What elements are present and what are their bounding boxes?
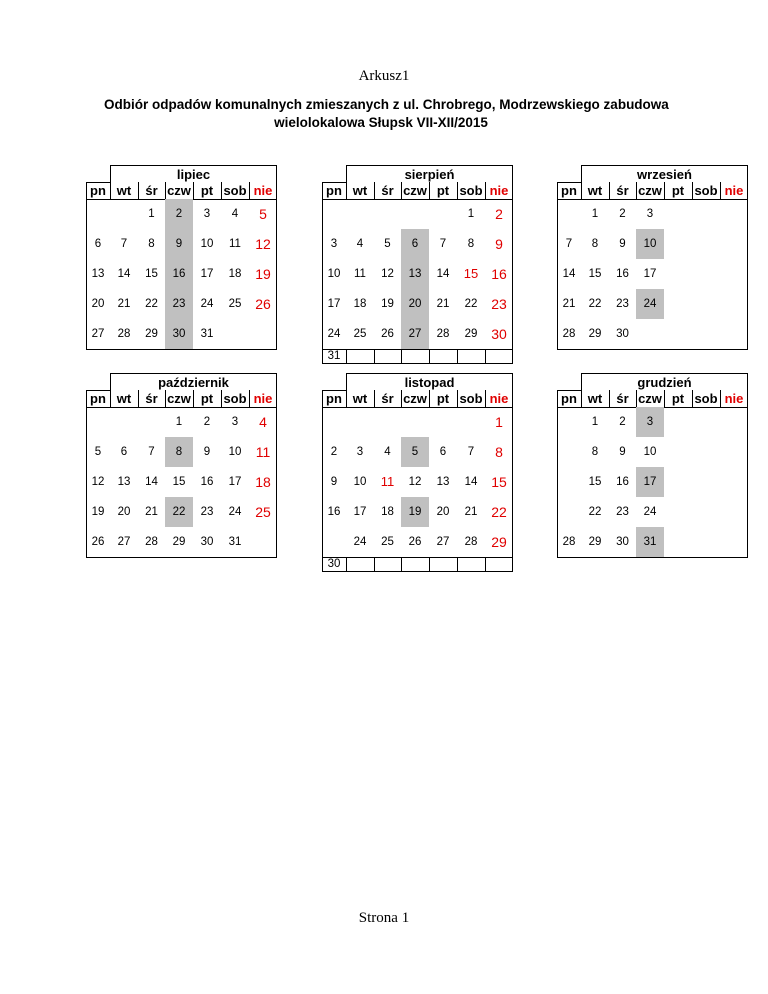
empty-cell (346, 557, 374, 571)
weekday-header: sob (223, 183, 247, 198)
day-cell: 8 (495, 444, 503, 460)
empty-cell (557, 407, 581, 437)
empty-cell (401, 349, 429, 363)
empty-cell (557, 437, 581, 467)
day-cell: 27 (436, 536, 450, 548)
empty-cell (720, 467, 748, 497)
day-cell: 1 (148, 208, 155, 220)
weekday-header: czw (403, 183, 427, 198)
empty-cell (636, 319, 664, 349)
collection-day-cell: 23 (165, 289, 193, 319)
day-cell: 23 (616, 298, 629, 310)
day-cell: 7 (439, 238, 447, 250)
day-cell: 7 (565, 238, 573, 250)
empty-cell (692, 289, 720, 319)
day-cell: 4 (384, 446, 391, 458)
empty-cell (720, 229, 748, 259)
day-cell: 18 (228, 268, 242, 280)
day-cell: 18 (381, 506, 394, 518)
empty-cell (374, 349, 401, 363)
day-cell: 9 (619, 446, 626, 458)
weekday-header: pt (671, 183, 685, 198)
day-cell: 17 (200, 268, 214, 280)
day-cell: 31 (327, 350, 341, 362)
weekday-header: czw (167, 183, 191, 198)
day-cell: 10 (200, 238, 214, 250)
weekday-header: sob (459, 183, 483, 198)
empty-cell (557, 497, 581, 527)
day-cell: 2 (619, 208, 626, 220)
day-cell: 2 (203, 416, 211, 428)
empty-cell (692, 319, 720, 349)
day-cell: 4 (356, 238, 364, 250)
day-cell: 14 (464, 476, 478, 488)
day-cell: 25 (228, 298, 242, 310)
day-cell: 7 (467, 446, 475, 458)
weekday-header: śr (616, 183, 629, 198)
empty-cell (346, 199, 374, 229)
title-line-1: Odbiór odpadów komunalnych zmieszanych z ul. Chrobrego, Modrzewskiego zabudowa (104, 97, 669, 112)
day-cell: 21 (436, 298, 450, 310)
collection-day-cell: 8 (165, 437, 193, 467)
page-footer: Strona 1 (358, 910, 410, 926)
day-cell: 14 (145, 476, 158, 488)
day-cell: 15 (588, 476, 602, 488)
day-cell: 22 (588, 298, 602, 310)
empty-cell (86, 407, 110, 437)
day-cell: 29 (172, 536, 186, 548)
weekday-header: sob (694, 391, 718, 406)
collection-day-cell: 20 (401, 289, 429, 319)
empty-cell (110, 407, 138, 437)
empty-cell (664, 497, 692, 527)
day-cell: 8 (591, 446, 599, 458)
day-cell: 27 (91, 328, 105, 340)
day-cell: 24 (200, 298, 214, 310)
month-title: listopad (346, 373, 513, 390)
day-cell: 15 (172, 476, 186, 488)
collection-day-cell: 17 (636, 467, 664, 497)
day-cell: 1 (591, 208, 599, 220)
day-cell: 12 (381, 268, 394, 280)
day-cell: 16 (616, 268, 629, 280)
day-cell: 21 (464, 506, 478, 518)
collection-day-cell: 27 (401, 319, 429, 349)
day-cell: 29 (464, 328, 478, 340)
weekday-header: śr (381, 183, 394, 198)
empty-cell (692, 437, 720, 467)
collection-day-cell: 10 (636, 229, 664, 259)
day-cell: 25 (381, 536, 394, 548)
empty-cell (664, 407, 692, 437)
day-cell: 21 (117, 298, 131, 310)
day-cell: 19 (255, 266, 271, 282)
day-cell: 14 (117, 268, 131, 280)
empty-cell (249, 527, 277, 557)
empty-cell (374, 407, 401, 437)
empty-cell (664, 319, 692, 349)
empty-cell (692, 199, 720, 229)
day-cell: 25 (353, 328, 367, 340)
day-cell: 30 (200, 536, 214, 548)
empty-cell (457, 407, 485, 437)
day-cell: 22 (588, 506, 602, 518)
day-cell: 21 (562, 298, 576, 310)
weekday-header: śr (145, 391, 158, 406)
day-cell: 14 (562, 268, 576, 280)
empty-cell (692, 527, 720, 557)
day-cell: 28 (145, 536, 158, 548)
day-cell: 24 (353, 536, 367, 548)
weekday-header: pt (436, 391, 450, 406)
day-cell: 23 (491, 296, 507, 312)
sheet-name: Arkusz1 (358, 68, 410, 84)
day-cell: 15 (463, 266, 479, 281)
weekday-header: pn (561, 391, 577, 406)
weekday-header: nie (253, 391, 273, 406)
weekday-header: pt (200, 183, 214, 198)
empty-cell (249, 319, 277, 349)
empty-cell (429, 407, 457, 437)
empty-cell (374, 557, 401, 571)
weekday-header: pt (436, 183, 450, 198)
day-cell: 28 (562, 328, 576, 340)
day-cell: 26 (408, 536, 422, 548)
day-cell: 18 (255, 474, 271, 490)
day-cell: 10 (327, 268, 341, 280)
weekday-header: pn (90, 183, 106, 198)
weekday-header: wt (116, 391, 132, 406)
weekday-header: pn (326, 183, 342, 198)
day-cell: 6 (120, 446, 128, 458)
day-cell: 29 (588, 328, 602, 340)
day-cell: 29 (491, 534, 507, 550)
day-cell: 4 (259, 414, 267, 430)
weekday-header: nie (724, 183, 744, 198)
empty-cell (664, 199, 692, 229)
day-cell: 31 (200, 328, 214, 340)
day-cell: 28 (117, 328, 131, 340)
day-cell: 9 (619, 238, 626, 250)
day-cell: 15 (145, 268, 158, 280)
weekday-header: czw (403, 391, 427, 406)
day-cell: 3 (330, 238, 338, 250)
empty-cell (485, 349, 513, 363)
day-cell: 16 (616, 476, 629, 488)
day-cell: 3 (646, 208, 654, 220)
empty-cell (720, 319, 748, 349)
empty-cell (457, 349, 485, 363)
day-cell: 22 (464, 298, 478, 310)
day-cell: 23 (616, 506, 629, 518)
day-cell: 26 (255, 296, 271, 312)
day-cell: 20 (91, 298, 105, 310)
empty-cell (346, 407, 374, 437)
day-cell: 9 (330, 476, 338, 488)
day-cell: 23 (200, 506, 214, 518)
day-cell: 28 (562, 536, 576, 548)
day-cell: 17 (353, 506, 367, 518)
collection-day-cell: 2 (165, 199, 193, 229)
weekday-header: pt (200, 391, 214, 406)
weekday-header: wt (352, 183, 368, 198)
weekday-header: śr (381, 391, 394, 406)
day-cell: 3 (356, 446, 364, 458)
day-cell: 1 (467, 208, 475, 220)
empty-cell (557, 199, 581, 229)
day-cell: 8 (148, 238, 155, 250)
empty-cell (221, 319, 249, 349)
empty-cell (110, 199, 138, 229)
month-title: sierpień (346, 165, 513, 182)
weekday-header: nie (253, 183, 273, 198)
empty-cell (557, 467, 581, 497)
day-cell: 6 (439, 446, 447, 458)
weekday-header: pt (671, 391, 685, 406)
empty-cell (374, 199, 401, 229)
collection-day-cell: 24 (636, 289, 664, 319)
day-cell: 12 (408, 476, 422, 488)
weekday-header: sob (223, 391, 247, 406)
day-cell: 5 (384, 238, 391, 250)
day-cell: 9 (495, 236, 503, 252)
day-cell: 29 (588, 536, 602, 548)
day-cell: 18 (353, 298, 367, 310)
empty-cell (429, 349, 457, 363)
day-cell: 30 (616, 536, 629, 548)
month-title: lipiec (110, 165, 277, 182)
day-cell: 20 (436, 506, 450, 518)
day-cell: 5 (94, 446, 102, 458)
weekday-header: wt (352, 391, 368, 406)
day-cell: 17 (643, 268, 657, 280)
day-cell: 24 (228, 506, 242, 518)
weekday-header: czw (167, 391, 191, 406)
empty-cell (664, 229, 692, 259)
weekday-header: wt (587, 183, 603, 198)
empty-cell (692, 407, 720, 437)
day-cell: 28 (436, 328, 450, 340)
empty-cell (138, 407, 165, 437)
day-cell: 7 (148, 446, 155, 458)
empty-cell (485, 557, 513, 571)
empty-cell (692, 229, 720, 259)
month-title: wrzesień (581, 165, 748, 182)
month-title: październik (110, 373, 277, 390)
day-cell: 24 (327, 328, 341, 340)
day-cell: 26 (381, 328, 394, 340)
day-cell: 11 (229, 238, 241, 250)
empty-cell (401, 557, 429, 571)
empty-cell (346, 349, 374, 363)
collection-day-cell: 31 (636, 527, 664, 557)
day-cell: 11 (380, 474, 395, 489)
day-cell: 11 (255, 444, 271, 460)
day-cell: 2 (619, 416, 626, 428)
weekday-header: czw (638, 391, 662, 406)
day-cell: 30 (616, 328, 629, 340)
collection-day-cell: 22 (165, 497, 193, 527)
empty-cell (692, 467, 720, 497)
day-cell: 3 (231, 416, 239, 428)
weekday-header: śr (616, 391, 629, 406)
day-cell: 29 (145, 328, 158, 340)
day-cell: 12 (255, 236, 271, 252)
day-cell: 8 (591, 238, 599, 250)
day-cell: 15 (588, 268, 602, 280)
empty-cell (457, 557, 485, 571)
collection-day-cell: 5 (401, 437, 429, 467)
day-cell: 28 (464, 536, 478, 548)
empty-cell (720, 259, 748, 289)
empty-cell (664, 289, 692, 319)
collection-day-cell: 13 (401, 259, 429, 289)
day-cell: 14 (436, 268, 450, 280)
day-cell: 22 (145, 298, 158, 310)
weekday-header: pn (90, 391, 106, 406)
empty-cell (322, 407, 346, 437)
day-cell: 6 (94, 238, 102, 250)
day-cell: 16 (491, 266, 507, 282)
title-line-2: wielolokalowa Słupsk VII-XII/2015 (274, 115, 488, 130)
empty-cell (322, 199, 346, 229)
day-cell: 16 (327, 506, 341, 518)
day-cell: 2 (495, 206, 503, 222)
empty-cell (664, 527, 692, 557)
empty-cell (429, 557, 457, 571)
day-cell: 30 (491, 326, 507, 342)
collection-day-cell: 30 (165, 319, 193, 349)
empty-cell (664, 437, 692, 467)
empty-cell (720, 407, 748, 437)
day-cell: 8 (467, 238, 475, 250)
day-cell: 10 (228, 446, 242, 458)
day-cell: 20 (117, 506, 131, 518)
weekday-header: śr (145, 183, 158, 198)
weekday-header: pn (326, 391, 342, 406)
empty-cell (86, 199, 110, 229)
day-cell: 12 (91, 476, 105, 488)
day-cell: 11 (354, 268, 366, 280)
collection-day-cell: 6 (401, 229, 429, 259)
day-cell: 19 (91, 506, 105, 518)
weekday-header: czw (638, 183, 662, 198)
empty-cell (664, 467, 692, 497)
day-cell: 4 (231, 208, 239, 220)
weekday-header: sob (459, 391, 483, 406)
empty-cell (429, 199, 457, 229)
day-cell: 13 (436, 476, 450, 488)
day-cell: 17 (327, 298, 341, 310)
collection-day-cell: 19 (401, 497, 429, 527)
day-cell: 21 (145, 506, 158, 518)
weekday-header: nie (724, 391, 744, 406)
day-cell: 1 (495, 414, 503, 430)
day-cell: 26 (91, 536, 105, 548)
day-cell: 1 (175, 416, 183, 428)
empty-cell (720, 199, 748, 229)
day-cell: 9 (203, 446, 211, 458)
day-cell: 25 (255, 504, 271, 520)
weekday-header: pn (561, 183, 577, 198)
weekday-header: wt (587, 391, 603, 406)
empty-cell (401, 407, 429, 437)
empty-cell (401, 199, 429, 229)
day-cell: 5 (259, 206, 267, 222)
collection-day-cell: 16 (165, 259, 193, 289)
day-cell: 30 (327, 558, 341, 570)
day-cell: 15 (491, 474, 507, 490)
day-cell: 2 (330, 446, 338, 458)
weekday-header: sob (694, 183, 718, 198)
empty-cell (692, 497, 720, 527)
day-cell: 13 (91, 268, 105, 280)
day-cell: 10 (643, 446, 657, 458)
day-cell: 16 (200, 476, 214, 488)
empty-cell (720, 527, 748, 557)
collection-day-cell: 3 (636, 407, 664, 437)
day-cell: 22 (491, 504, 507, 520)
empty-cell (322, 527, 346, 557)
day-cell: 27 (117, 536, 131, 548)
day-cell: 3 (203, 208, 211, 220)
empty-cell (720, 497, 748, 527)
day-cell: 31 (228, 536, 242, 548)
empty-cell (664, 259, 692, 289)
empty-cell (692, 259, 720, 289)
day-cell: 17 (228, 476, 242, 488)
day-cell: 1 (591, 416, 599, 428)
day-cell: 13 (117, 476, 131, 488)
weekday-header: wt (116, 183, 132, 198)
day-cell: 10 (353, 476, 367, 488)
day-cell: 7 (120, 238, 128, 250)
weekday-header: nie (489, 183, 509, 198)
day-cell: 19 (381, 298, 394, 310)
collection-day-cell: 9 (165, 229, 193, 259)
month-title: grudzień (581, 373, 748, 390)
weekday-header: nie (489, 391, 509, 406)
empty-cell (720, 437, 748, 467)
empty-cell (720, 289, 748, 319)
day-cell: 24 (643, 506, 657, 518)
